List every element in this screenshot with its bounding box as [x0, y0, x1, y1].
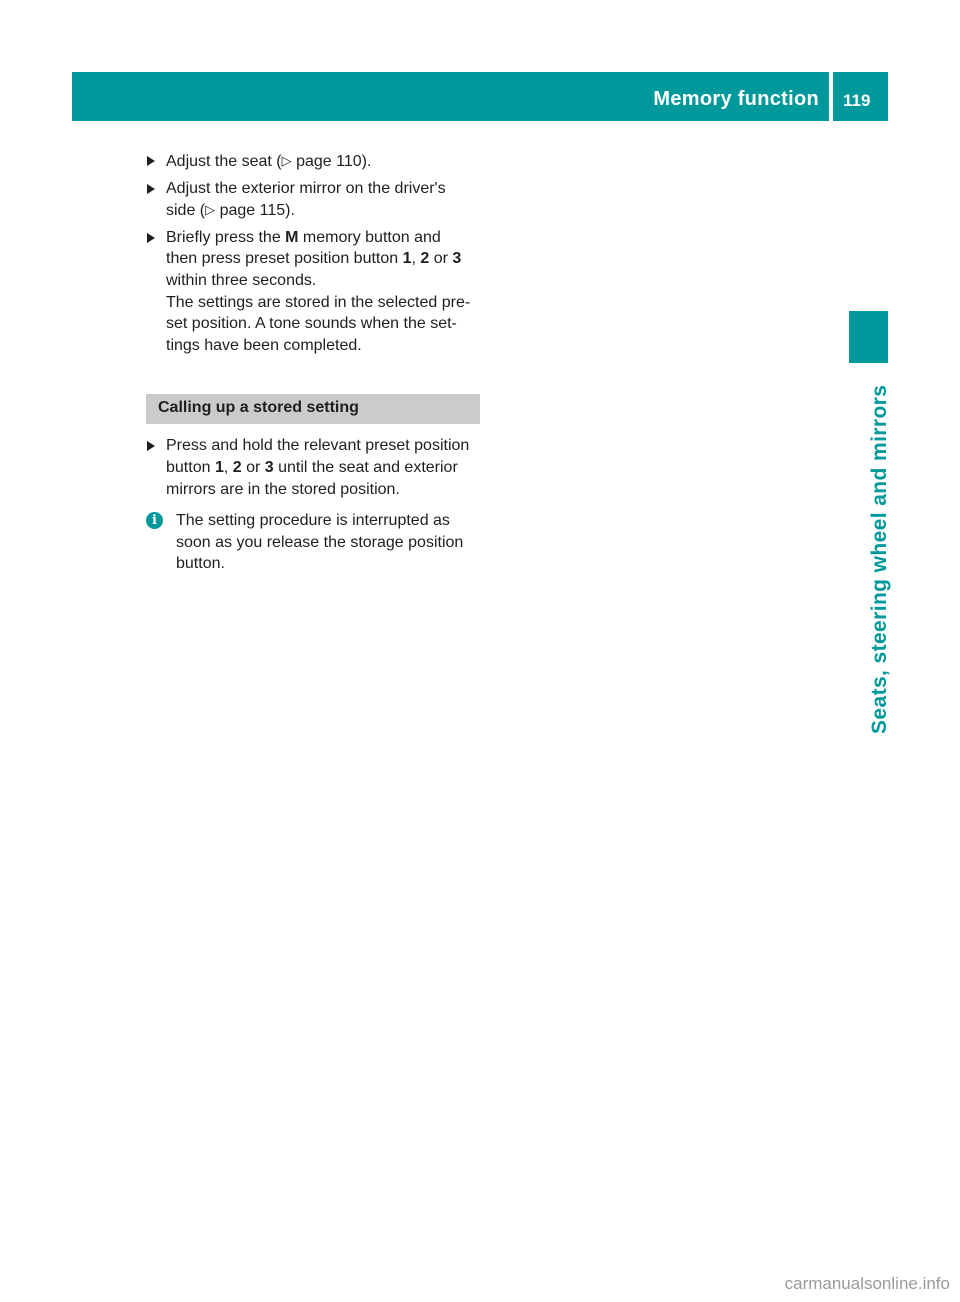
step-adjust-mirror: Adjust the exterior mirror on the driver's side (▷ page 115).	[146, 178, 482, 222]
info-note: i The setting procedure is interrupted as soon as you release the storage position button.	[146, 510, 482, 575]
header-divider	[829, 72, 833, 121]
page-ref-icon: ▷	[205, 202, 216, 218]
chapter-tab-marker	[849, 311, 888, 363]
section-heading: Calling up a stored setting	[146, 394, 480, 424]
page-number: 119	[843, 91, 871, 110]
page-ref-icon: ▷	[281, 153, 292, 168]
step-arrow-icon	[147, 156, 155, 166]
info-icon: i	[146, 512, 163, 529]
step-result: The settings are stored in the selected pre-	[166, 293, 471, 311]
main-content	[146, 150, 482, 575]
chapter-label: Seats, steering wheel and mirrors	[868, 384, 891, 734]
page-ref-link[interactable]: page 115).	[215, 202, 295, 220]
page-ref-link[interactable]: page 110).	[291, 153, 372, 170]
watermark: carmanualsonline.info	[784, 1274, 950, 1293]
step-arrow-icon	[147, 233, 155, 243]
step-arrow-icon	[147, 441, 155, 451]
page-title: Memory function	[653, 88, 819, 110]
step-call-up-setting: Press and hold the relevant preset position button 1, 2 or 3 until the seat and exterior mirrors are in the stored position.	[146, 435, 482, 500]
memory-button-label: M	[285, 228, 299, 246]
step-arrow-icon	[147, 184, 155, 194]
step-store-setting: Briefly press the M memory button and then press preset position button 1, 2 or 3 within three seconds. The settings are stored in the selected pre- set position. A tone sounds when the set- tings have been completed.	[146, 227, 482, 357]
step-adjust-seat: Adjust the seat (▷ page 110).	[146, 150, 482, 173]
